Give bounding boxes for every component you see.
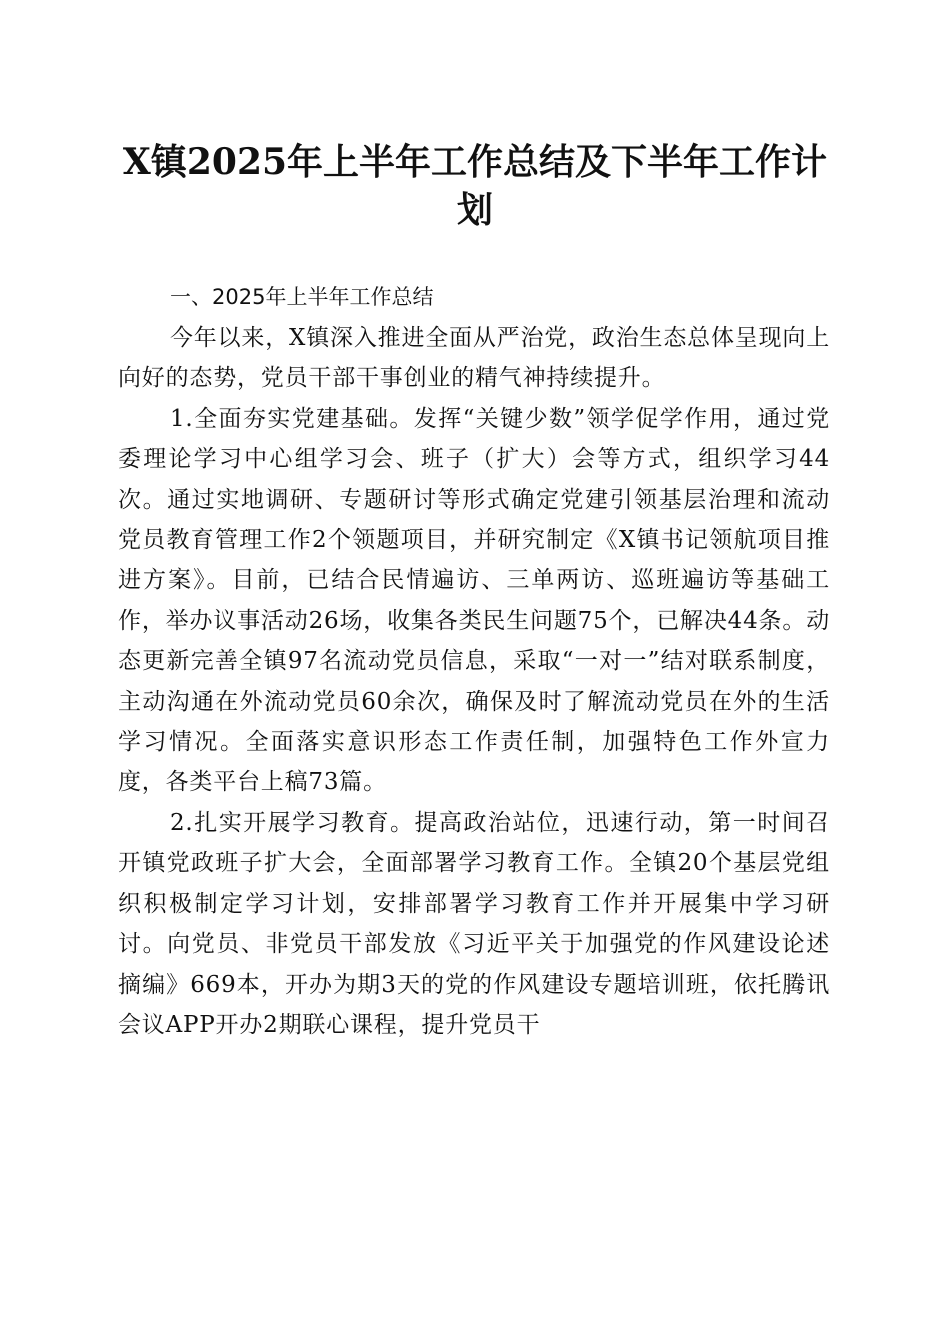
- paragraph-intro: 今年以来，X镇深入推进全面从严治党，政治生态总体呈现向上向好的态势，党员干部干事创业的精气神持续提升。: [118, 325, 830, 392]
- document-body: [118, 280, 830, 1045]
- document-title: X镇2025年上半年工作总结及下半年工作计划: [122, 141, 828, 231]
- paragraph-study-education: 2.扎实开展学习教育。提高政治站位，迅速行动，第一时间召开镇党政班子扩大会，全面部署学习教育工作。全镇20个基层党组织积极制定学习计划，安排部署学习教育工作并开展集中学习研讨。向党员、非党员干部发放《习近平关于加强党的作风建设论述摘编》669本，开办为期3天的党的作风建设专题培训班，依托腾讯会议APP开办2期联心课程，提升党员干: [118, 809, 830, 1038]
- paragraph-party-building: 1.全面夯实党建基础。发挥“关键少数”领学促学作用，通过党委理论学习中心组学习会、班子（扩大）会等方式，组织学习44次。通过实地调研、专题研讨等形式确定党建引领基层治理和流动党员教育管理工作2个领题项目，并研究制定《X镇书记领航项目推进方案》。目前，已结合民情遍访、三单两访、巡班遍访等基础工作，举办议事活动26场，收集各类民生问题75个，已解决44条。动态更新完善全镇97名流动党员信息，采取“一对一”结对联系制度，主动沟通在外流动党员60余次，确保及时了解流动党员在外的生活学习情况。全面落实意识形态工作责任制，加强特色工作外宣力度，各类平台上稿73篇。: [118, 405, 830, 796]
- section-heading: 一、2025年上半年工作总结: [170, 285, 434, 309]
